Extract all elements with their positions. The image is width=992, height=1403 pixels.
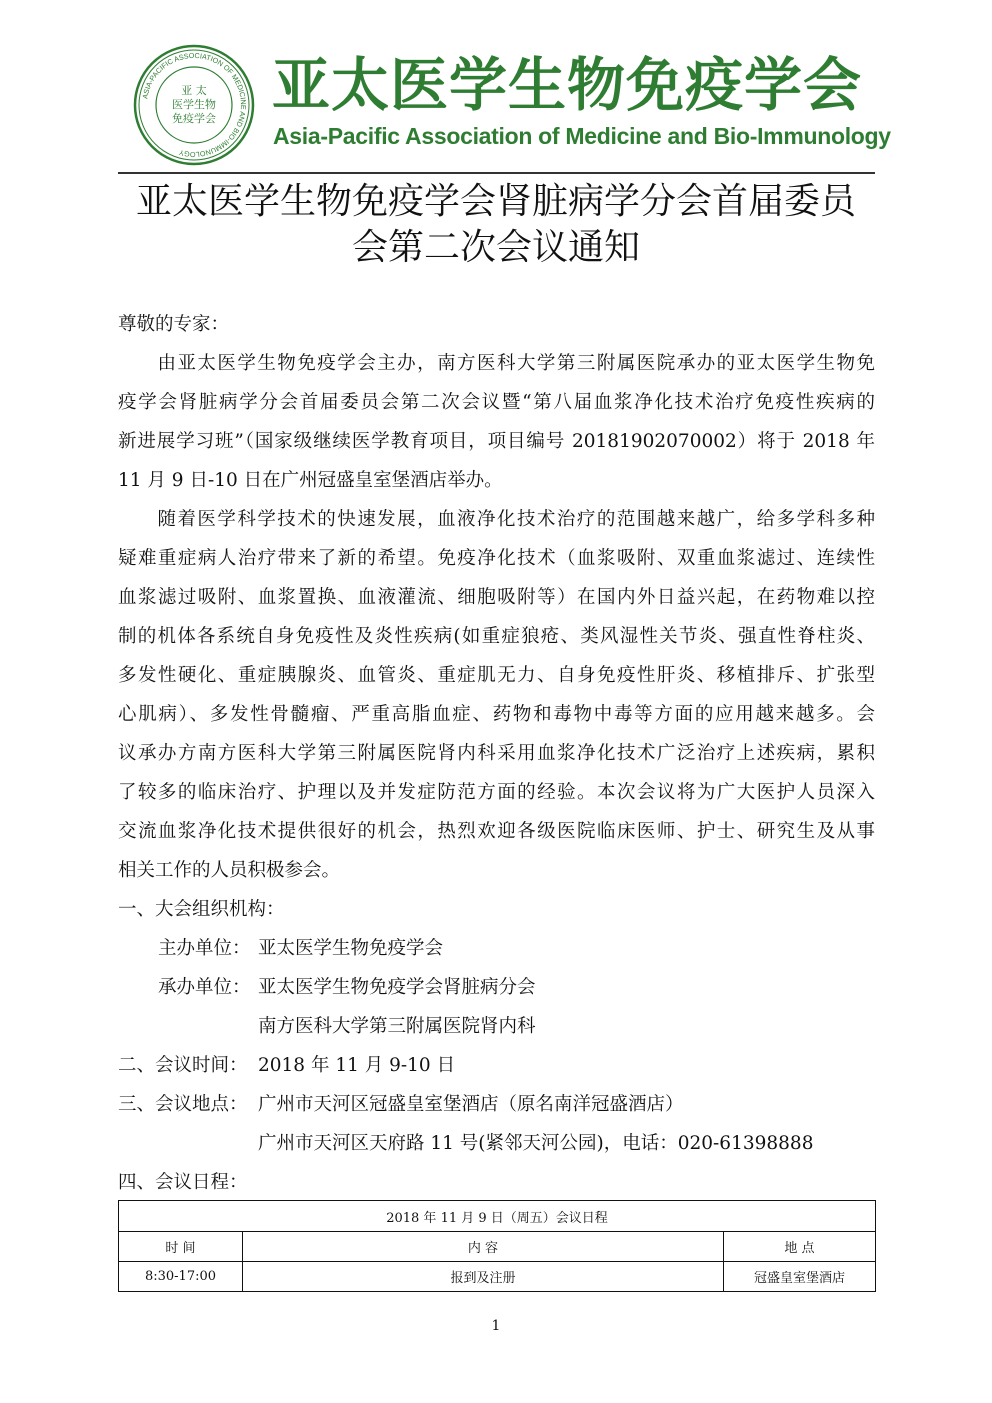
organizer-value-2: 南方医科大学第三附属医院肾内科	[258, 1016, 536, 1037]
cell-content: 报到及注册	[243, 1262, 724, 1292]
meeting-time-label: 二、会议时间：	[118, 1055, 248, 1076]
header-time: 时 间	[119, 1232, 243, 1262]
header-divider	[118, 172, 875, 174]
table-row	[119, 1262, 876, 1292]
cell-place: 冠盛皇室堡酒店	[724, 1262, 876, 1292]
notice-title-line-1: 亚太医学生物免疫学会肾脏病学分会首届委员	[135, 181, 856, 222]
paragraph-2-line: 心肌病）、多发性骨髓瘤、严重高脂血症、药物和毒物中毒等方面的应用越来越多。会	[118, 704, 875, 725]
paragraph-2-line: 疑难重症病人治疗带来了新的希望。免疫净化技术（血浆吸附、双重血浆滤过、连续性	[118, 548, 875, 569]
paragraph-1-line: 由亚太医学生物免疫学会主办，南方医科大学第三附属医院承办的亚太医学生物免	[156, 353, 875, 374]
meeting-time-value: 2018 年 11 月 9-10 日	[258, 1055, 456, 1076]
paragraph-2-line: 随着医学科学技术的快速发展，血液净化技术治疗的范围越来越广，给多学科多种	[156, 509, 875, 530]
organization-name-chinese: 亚太医学生物免疫学会	[272, 51, 863, 119]
seal-ring-text: ASIA-PACIFIC ASSOCIATION OF MEDICINE AND BIO-IMMUNOLOGY	[140, 50, 249, 160]
paragraph-2-line: 交流血浆净化技术提供很好的机会，热烈欢迎各级医院临床医师、护士、研究生及从事	[118, 821, 875, 842]
page-number: 1	[491, 1318, 501, 1334]
schedule-table	[118, 1200, 876, 1292]
schedule-caption-row	[119, 1201, 876, 1232]
paragraph-2-line: 了较多的临床治疗、护理以及并发症防范方面的经验。本次会议将为广大医护人员深入	[118, 782, 875, 803]
cell-time: 8:30-17:00	[119, 1262, 243, 1292]
schedule-heading: 四、会议日程：	[118, 1172, 248, 1193]
paragraph-2-line: 相关工作的人员积极参会。	[118, 860, 341, 881]
paragraph-1-line: 新进展学习班”（国家级继续医学教育项目，项目编号 20181902070002）将于 2018 年	[118, 431, 875, 452]
schedule-caption: 2018 年 11 月 9 日（周五）会议日程	[119, 1201, 876, 1232]
seal-line-2: 医学生物	[172, 98, 216, 111]
paragraph-2-line: 血浆滤过吸附、血浆置换、血液灌流、细胞吸附等）在国内外日益兴起，在药物难以控	[118, 587, 875, 608]
organization-name-english: Asia-Pacific Association of Medicine and Bio-Immunology	[273, 123, 891, 149]
seal-line-3: 免疫学会	[172, 112, 216, 125]
notice-title-line-2: 会第二次会议通知	[351, 227, 640, 268]
organizer-value-1: 亚太医学生物免疫学会肾脏病分会	[258, 977, 536, 998]
paragraph-1-line: 疫学会肾脏病学分会首届委员会第二次会议暨“第八届血浆净化技术治疗免疫性疾病的	[118, 392, 875, 413]
organizer-label: 承办单位：	[158, 977, 251, 998]
host-value: 亚太医学生物免疫学会	[258, 938, 444, 959]
schedule-header-row	[119, 1232, 876, 1262]
paragraph-1-line: 11 月 9 日-10 日在广州冠盛皇室堡酒店举办。	[118, 470, 503, 491]
meeting-venue-value-2: 广州市天河区天府路 11 号(紧邻天河公园)，电话：020-61398888	[258, 1133, 814, 1154]
header-content: 内 容	[243, 1232, 724, 1262]
association-seal-logo	[133, 44, 255, 166]
salutation: 尊敬的专家：	[118, 314, 230, 335]
header-place: 地 点	[724, 1232, 876, 1262]
meeting-venue-value-1: 广州市天河区冠盛皇室堡酒店（原名南洋冠盛酒店）	[258, 1094, 684, 1115]
host-label: 主办单位：	[158, 938, 251, 959]
paragraph-2-line: 议承办方南方医科大学第三附属医院肾内科采用血浆净化技术广泛治疗上述疾病，累积	[118, 743, 875, 764]
seal-line-1: 亚 太	[181, 84, 207, 97]
meeting-venue-label: 三、会议地点：	[118, 1094, 248, 1115]
section-1-heading: 一、大会组织机构：	[118, 899, 285, 920]
paragraph-2-line: 制的机体各系统自身免疫性及炎性疾病(如重症狼疮、类风湿性关节炎、强直性脊柱炎、	[118, 626, 875, 647]
paragraph-2-line: 多发性硬化、重症胰腺炎、血管炎、重症肌无力、自身免疫性肝炎、移植排斥、扩张型	[118, 665, 875, 686]
